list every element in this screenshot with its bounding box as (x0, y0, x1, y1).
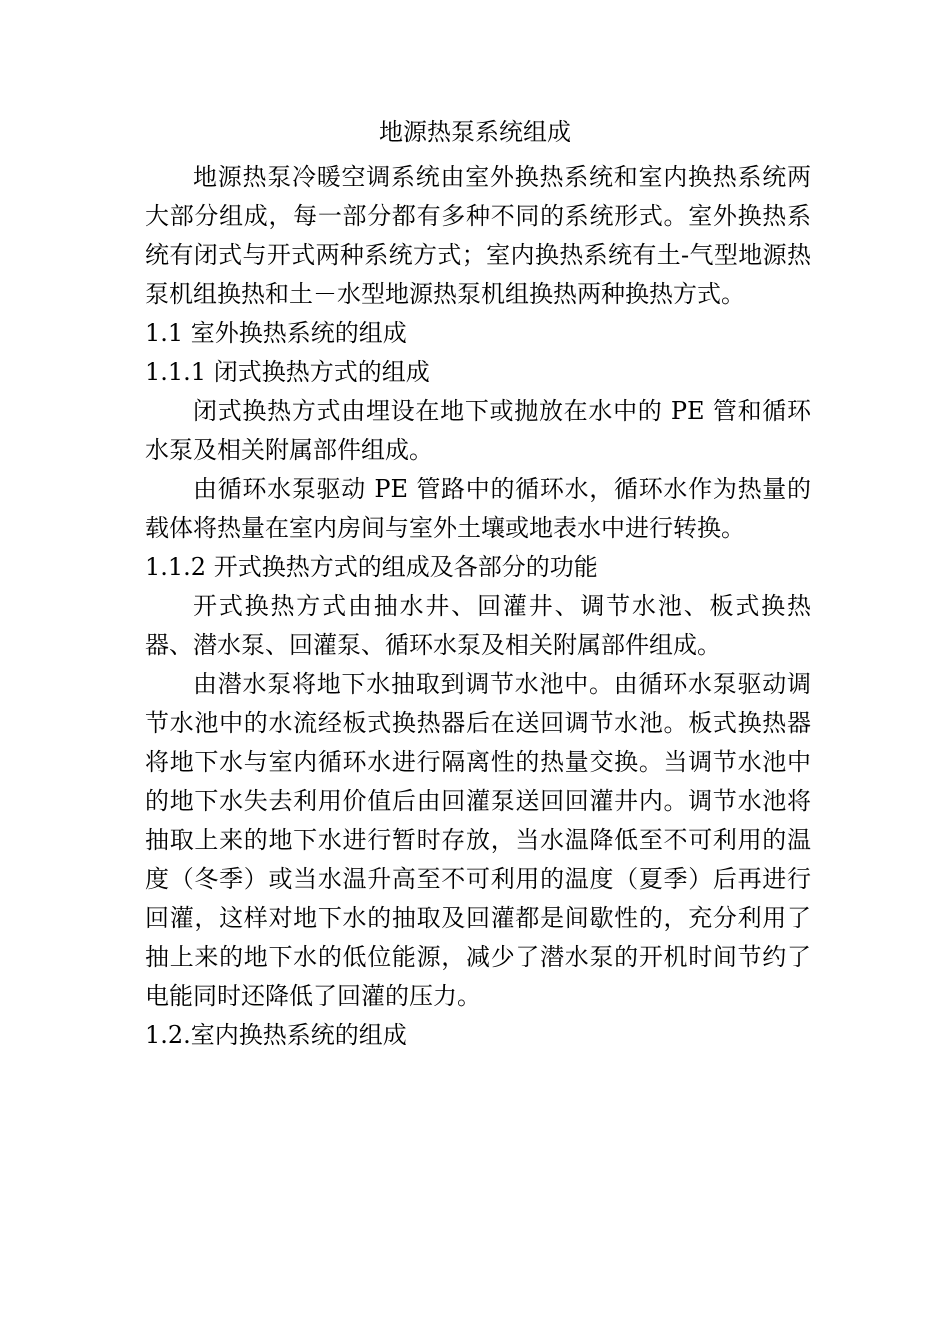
section-heading-1-1-1: 1.1.1 闭式换热方式的组成 (145, 358, 430, 386)
section-heading-1-1: 1.1 室外换热系统的组成 (145, 319, 407, 347)
open-system-function-paragraph: 由潜水泵将地下水抽取到调节水池中。由循环水泵驱动调节水池中的水流经板式换热器后在送回调节水池。板式换热器将地下水与室内循环水进行隔离性的热量交换。当调节水池中的地下水失去利用价值后由回灌泵送回回灌井内。调节水池将抽取上来的地下水进行暂时存放，当水温降低至不可利用的温度（冬季）或当水温升高至不可利用的温度（夏季）后再进行回灌，这样对地下水的抽取及回灌都是间歇性的，充分利用了抽上来的地下水的低位能源，减少了潜水泵的开机时间节约了电能同时还降低了回灌的压力。 (145, 670, 811, 1010)
open-system-paragraph: 开式换热方式由抽水井、回灌井、调节水池、板式换热器、潜水泵、回灌泵、循环水泵及相关附属部件组成。 (145, 592, 811, 659)
section-heading-1-1-2: 1.1.2 开式换热方式的组成及各部分的功能 (145, 553, 598, 581)
closed-system-function-paragraph: 由循环水泵驱动 PE 管路中的循环水，循环水作为热量的载体将热量在室内房间与室外土壤或地表水中进行转换。 (145, 475, 811, 542)
section-heading-1-2: 1.2.室内换热系统的组成 (145, 1021, 407, 1049)
intro-paragraph: 地源热泵冷暖空调系统由室外换热系统和室内换热系统两大部分组成，每一部分都有多种不同的系统形式。室外换热系统有闭式与开式两种系统方式；室内换热系统有土-气型地源热泵机组换热和土－水型地源热泵机组换热两种换热方式。 (145, 163, 811, 308)
document-title: 地源热泵系统组成 (379, 118, 571, 146)
closed-system-paragraph: 闭式换热方式由埋设在地下或抛放在水中的 PE 管和循环水泵及相关附属部件组成。 (145, 397, 811, 464)
document-body (145, 158, 811, 1055)
